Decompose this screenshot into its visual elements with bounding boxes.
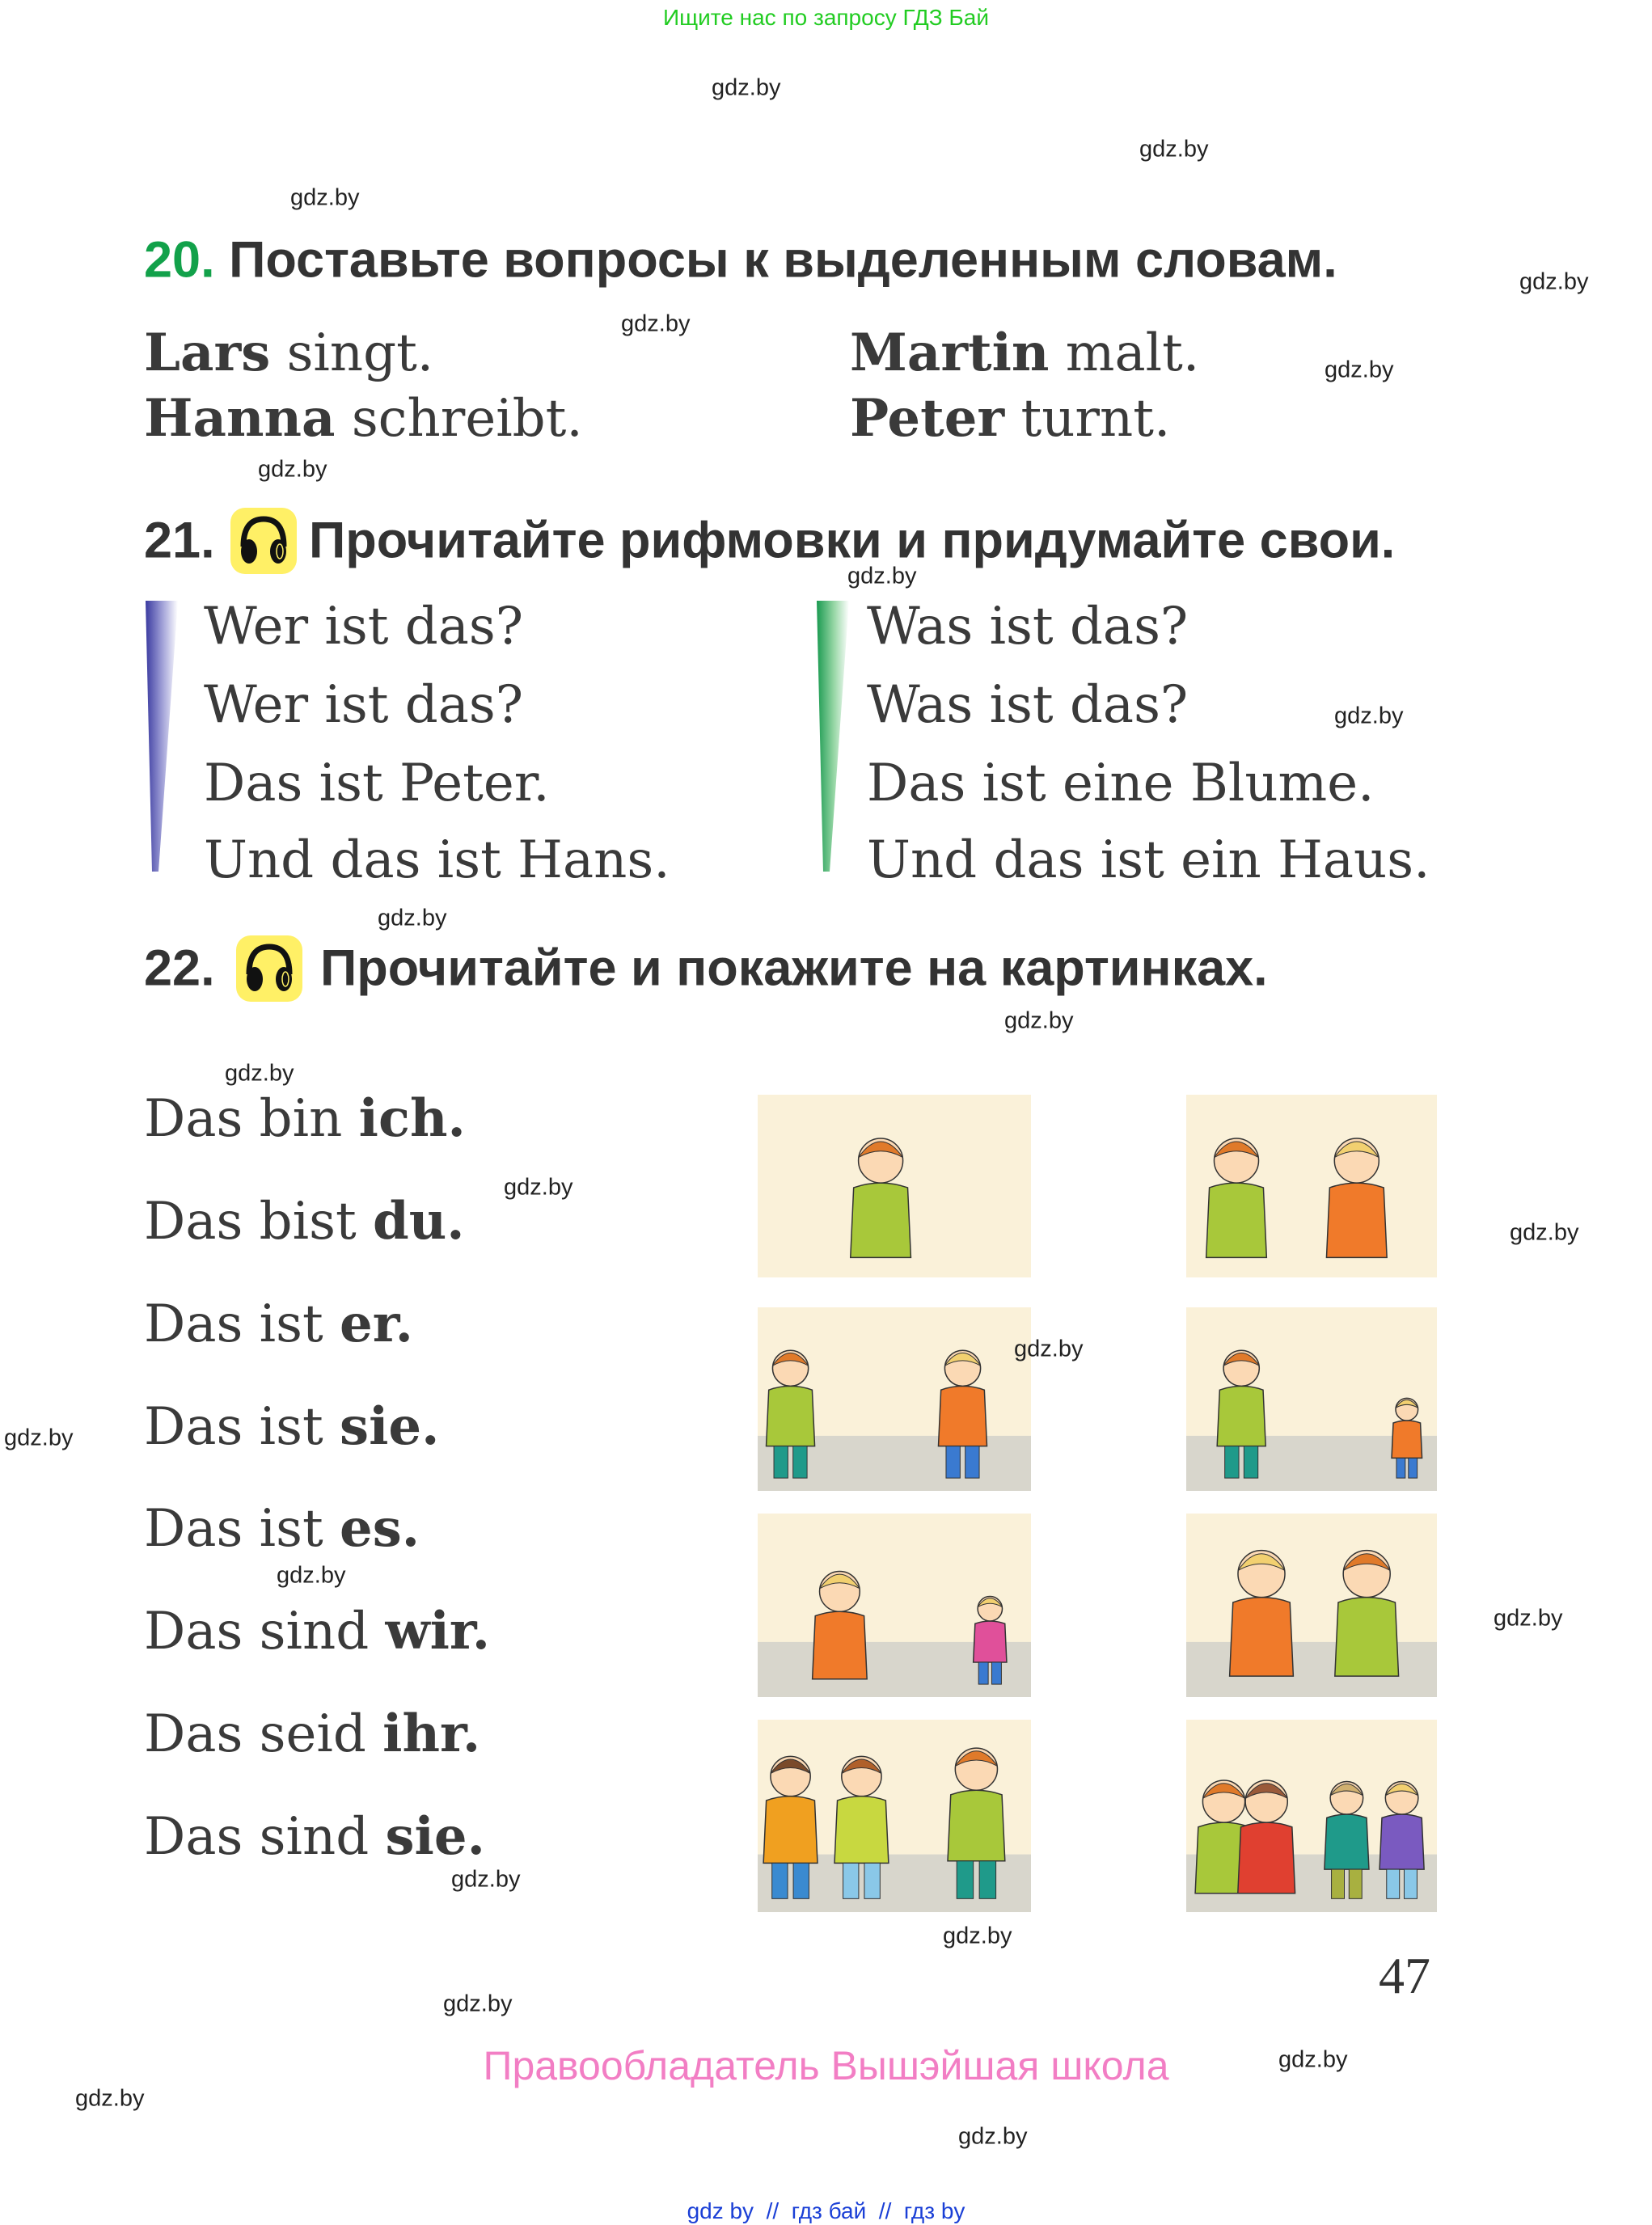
highlighted-word: Peter — [850, 388, 1005, 449]
watermark[interactable]: gdz.by — [75, 2085, 145, 2112]
person-body — [1325, 1814, 1369, 1869]
person-leg — [946, 1446, 960, 1478]
top-banner[interactable]: Ищите нас по запросу ГДЗ Бай — [662, 5, 990, 30]
people-illustration — [1186, 1514, 1437, 1697]
pronoun: sie. — [340, 1396, 440, 1457]
people-illustration — [758, 1514, 1031, 1697]
person-body — [1392, 1421, 1422, 1458]
watermark[interactable]: gdz.by — [847, 563, 917, 589]
person-body — [767, 1386, 815, 1446]
person-body — [1238, 1822, 1295, 1894]
pronoun: ich. — [358, 1088, 466, 1149]
watermark[interactable]: gdz.by — [1325, 357, 1394, 383]
person-leg — [978, 1662, 988, 1684]
people-illustration — [758, 1720, 1031, 1912]
item-rest: turnt. — [1004, 389, 1171, 449]
exercise-20-heading — [144, 231, 1337, 289]
person-body — [834, 1796, 889, 1864]
people-illustration — [1186, 1307, 1437, 1491]
exercise-number: 20. — [144, 231, 215, 289]
watermark[interactable]: gdz.by — [1510, 1219, 1579, 1246]
sentence — [144, 1806, 485, 1867]
rhyme-bar-green — [817, 601, 849, 872]
illustration[interactable] — [1186, 1514, 1437, 1697]
illustration[interactable] — [758, 1095, 1031, 1277]
rhyme-line: Was ist das? — [867, 597, 1189, 657]
sentence-text: Das sind — [144, 1807, 386, 1867]
person-leg — [772, 1863, 788, 1898]
pronoun: wir. — [385, 1601, 491, 1661]
item-rest: singt. — [270, 323, 434, 383]
person-leg — [965, 1446, 979, 1478]
ex20-item — [144, 323, 434, 383]
person-body — [1206, 1183, 1267, 1257]
rhyme-line: Das ist eine Blume. — [867, 754, 1375, 813]
rhyme-line: Das ist Peter. — [204, 754, 550, 813]
sentence-text: Das ist — [144, 1294, 340, 1354]
person-leg — [843, 1863, 859, 1898]
watermark[interactable]: gdz.by — [504, 1174, 573, 1201]
illustration[interactable] — [1186, 1095, 1437, 1277]
watermark[interactable]: gdz.by — [712, 74, 781, 101]
watermark[interactable]: gdz.by — [1004, 1007, 1074, 1034]
people-illustration — [1186, 1095, 1437, 1277]
person-leg — [1332, 1869, 1345, 1898]
sentence-text: Das seid — [144, 1704, 383, 1764]
sentence — [144, 1191, 465, 1252]
rhyme-line: Und das ist ein Haus. — [867, 830, 1430, 890]
exercise-title: Поставьте вопросы к выделенным словам. — [229, 231, 1337, 289]
rhyme-line: Was ist das? — [867, 675, 1189, 735]
watermark[interactable]: gdz.by — [290, 184, 360, 211]
rhyme-line: Und das ist Hans. — [204, 830, 670, 890]
person-leg — [864, 1863, 880, 1898]
person-body — [948, 1790, 1005, 1861]
illustration[interactable] — [1186, 1720, 1437, 1912]
person-body — [974, 1621, 1007, 1662]
pronoun: sie. — [385, 1806, 485, 1867]
watermark[interactable]: gdz.by — [621, 310, 691, 337]
person-leg — [1409, 1458, 1418, 1478]
ex20-item — [850, 388, 1171, 449]
person-body — [1230, 1598, 1294, 1676]
sentence — [144, 1294, 413, 1354]
illustration[interactable] — [758, 1514, 1031, 1697]
exercise-21-number: 21. — [144, 512, 215, 569]
rhyme-line: Wer ist das? — [204, 675, 524, 735]
item-rest: schreibt. — [335, 389, 583, 449]
person-leg — [979, 1861, 995, 1899]
person-body — [851, 1183, 911, 1257]
pronoun: du. — [373, 1191, 465, 1252]
person-body — [813, 1611, 868, 1678]
sentence — [144, 1498, 420, 1559]
illustration[interactable] — [758, 1720, 1031, 1912]
watermark[interactable]: gdz.by — [225, 1060, 294, 1087]
people-illustration — [1186, 1720, 1437, 1912]
illustration[interactable] — [1186, 1307, 1437, 1491]
sentence — [144, 1088, 466, 1149]
sentence-text: Das sind — [144, 1602, 386, 1661]
page-number: 47 — [1379, 1947, 1430, 2004]
sentence — [144, 1704, 481, 1764]
rhyme-line: Wer ist das? — [204, 597, 524, 657]
person-leg — [1244, 1446, 1257, 1478]
person-body — [938, 1386, 987, 1446]
person-leg — [793, 1446, 807, 1478]
person-leg — [1225, 1446, 1239, 1478]
person-body — [1335, 1598, 1399, 1676]
watermark[interactable]: gdz.by — [277, 1562, 346, 1589]
watermark[interactable]: gdz.by — [1278, 2046, 1348, 2073]
item-rest: malt. — [1049, 323, 1200, 383]
highlighted-word: Lars — [144, 323, 271, 383]
exercise-22-title: Прочитайте и покажите на картинках. — [320, 939, 1268, 997]
person-body — [763, 1796, 818, 1864]
floor — [1186, 1642, 1437, 1697]
pronoun: er. — [340, 1294, 413, 1354]
sentence — [144, 1396, 440, 1457]
pronoun: es. — [340, 1498, 420, 1559]
rhyme-bar-blue — [146, 601, 178, 872]
sentence-text: Das ist — [144, 1397, 340, 1457]
sentence — [144, 1601, 491, 1661]
ex20-item — [850, 323, 1200, 383]
sentence-text: Das bin — [144, 1089, 359, 1149]
watermark[interactable]: gdz.by — [451, 1866, 521, 1893]
watermark[interactable]: gdz.by — [1014, 1336, 1084, 1362]
sentence-text: Das bist — [144, 1192, 373, 1252]
illustration[interactable] — [758, 1307, 1031, 1491]
pronoun: ihr. — [382, 1704, 481, 1764]
watermark[interactable]: gdz.by — [1494, 1605, 1563, 1632]
exercise-22-number: 22. — [144, 939, 215, 997]
people-illustration — [758, 1307, 1031, 1491]
watermark[interactable]: gdz.by — [378, 905, 447, 931]
person-leg — [774, 1446, 788, 1478]
person-leg — [1349, 1869, 1362, 1898]
highlighted-word: Hanna — [144, 388, 336, 449]
people-illustration — [758, 1095, 1031, 1277]
watermark[interactable]: gdz.by — [258, 456, 327, 483]
watermark[interactable]: gdz.by — [443, 1991, 513, 2017]
footer-links[interactable]: gdz by // гдз бай // гдз by — [687, 2198, 965, 2223]
person-leg — [793, 1863, 809, 1898]
person-leg — [1387, 1869, 1400, 1898]
ex20-item — [144, 388, 583, 449]
watermark[interactable]: gdz.by — [1139, 136, 1209, 163]
watermark[interactable]: gdz.by — [1334, 703, 1404, 729]
watermark[interactable]: gdz.by — [1519, 268, 1589, 295]
person-body — [1326, 1183, 1387, 1257]
person-leg — [1404, 1869, 1417, 1898]
watermark[interactable]: gdz.by — [4, 1425, 74, 1451]
watermark[interactable]: gdz.by — [943, 1923, 1012, 1949]
sentence-text: Das ist — [144, 1499, 340, 1559]
headphones-icon[interactable] — [230, 508, 297, 574]
person-leg — [1396, 1458, 1405, 1478]
headphones-icon[interactable] — [236, 935, 302, 1002]
person-body — [1217, 1386, 1265, 1446]
watermark[interactable]: gdz.by — [958, 2123, 1028, 2150]
highlighted-word: Martin — [850, 323, 1050, 383]
person-leg — [991, 1662, 1001, 1684]
copyright-notice: Правообладатель Вышэйшая школа — [483, 2043, 1169, 2088]
exercise-21-title: Прочитайте рифмовки и придумайте свои. — [309, 512, 1396, 569]
person-leg — [957, 1861, 973, 1899]
person-body — [1379, 1814, 1424, 1869]
